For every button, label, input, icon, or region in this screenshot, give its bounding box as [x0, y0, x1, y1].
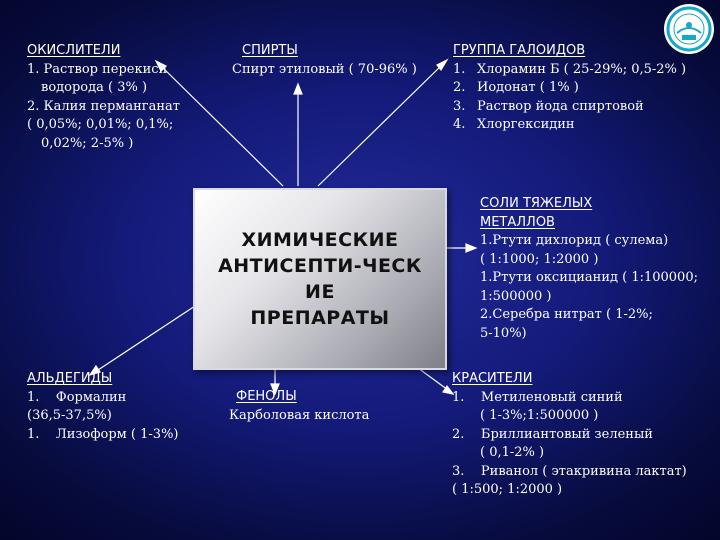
connector-aldehydes [95, 306, 195, 372]
heavy-metals-line: 1.Ртути дихлорид ( сулема) [480, 233, 669, 248]
dyes-line: 3. Риванол ( этакривина лактат) [452, 463, 687, 479]
halogens-item [453, 98, 686, 117]
dyes-line: ( 1:500; 1:2000 ) [452, 482, 563, 497]
halogens-item-text: Иодонат ( 1% ) [477, 80, 579, 95]
heavy-metals-heading: МЕТАЛЛОВ [480, 214, 555, 230]
halogens-item-text: Хлоргексидин [477, 117, 575, 132]
connector-halogens [318, 64, 443, 186]
halogens-item-number: 1. [453, 61, 466, 77]
oxidizers-line: 0,02%; 2-5% ) [41, 135, 134, 151]
oxidizers-line: 2. Калия перманганат [27, 98, 180, 114]
dyes-line: 2. Бриллиантовый зеленый [452, 426, 653, 442]
oxidizers-line: водорода ( 3% ) [41, 80, 148, 95]
heavy-metals-line: 1:500000 ) [480, 288, 552, 304]
alcohols-line: Спирт этиловый ( 70-96% ) [232, 61, 417, 77]
alcohols-heading: СПИРТЫ [242, 43, 298, 58]
halogens-group [453, 42, 686, 135]
oxidizers-line: ( 0,05%; 0,01%; 0,1%; [27, 117, 174, 132]
aldehydes-line: 1. Лизоформ ( 1-3%) [27, 426, 179, 442]
oxidizers-line: 1. Раствор перекиси [27, 61, 168, 77]
aldehydes-line: 1. Формалин [27, 389, 127, 405]
dyes-line: ( 0,1-2% ) [480, 445, 545, 460]
oxidizers-heading: ОКИСЛИТЕЛИ [27, 43, 121, 58]
halogens-item [453, 61, 686, 80]
oxidizers-group [27, 42, 180, 153]
halogens-item-number: 3. [453, 98, 466, 114]
phenols-line: Карболовая кислота [229, 407, 370, 423]
halogens-item-number: 2. [453, 80, 466, 95]
central-title: ХИМИЧЕСКИЕ АНТИСЕПТИ-ЧЕСК ИЕ ПРЕПАРАТЫ [218, 229, 422, 329]
halogens-item-number: 4. [453, 117, 466, 132]
arrowhead-alcohols [294, 84, 302, 94]
phenols-group [229, 388, 369, 425]
dyes-line: 1. Метиленовый синий [452, 389, 623, 405]
dyes-line: ( 1-3%;1:500000 ) [480, 408, 599, 423]
connector-dyes [418, 368, 448, 390]
halogens-item-text: Хлорамин Б ( 25-29%; 0,5-2% ) [477, 61, 687, 77]
alcohols-group [232, 42, 417, 79]
halogens-heading: ГРУППА ГАЛОИДОВ [453, 43, 586, 58]
halogens-item [453, 79, 686, 98]
halogens-item-text: Раствор йода спиртовой [477, 98, 644, 114]
aldehydes-group [27, 370, 179, 444]
heavy-metals-line: 1.Ртути оксицианид ( 1:100000; [480, 270, 698, 285]
heavy-metals-group [480, 195, 698, 343]
phenols-heading: ФЕНОЛЫ [236, 389, 297, 404]
heavy-metals-line: 5-10%) [480, 325, 527, 341]
heavy-metals-line: ( 1:1000; 1:2000 ) [480, 251, 599, 267]
heavy-metals-line: 2.Серебра нитрат ( 1-2%; [480, 307, 653, 322]
arrowhead-heavy-metals [466, 244, 476, 252]
dyes-heading: КРАСИТЕЛИ [452, 371, 533, 386]
dyes-group [452, 370, 687, 500]
aldehydes-line: (36,5-37,5%) [27, 408, 112, 423]
heavy-metals-heading: СОЛИ ТЯЖЕЛЫХ [480, 196, 593, 211]
halogens-item [453, 116, 686, 135]
central-title-box [193, 188, 447, 370]
aldehydes-heading: АЛЬДЕГИДЫ [27, 371, 113, 386]
